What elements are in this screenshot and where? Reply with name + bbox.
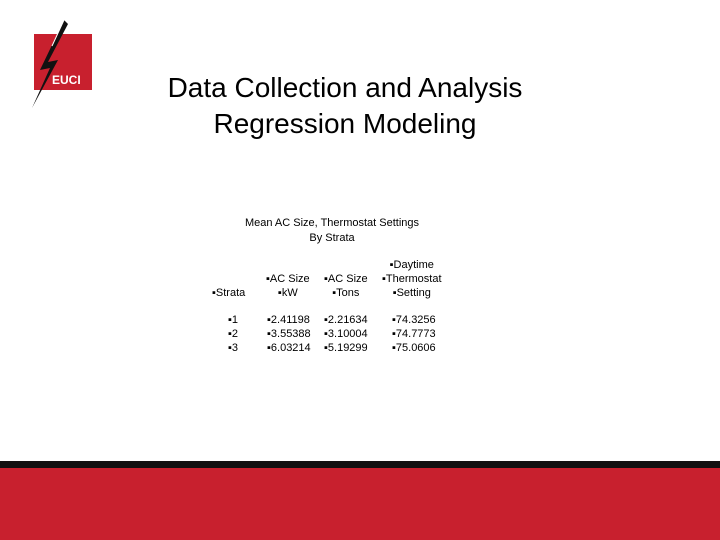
euci-logo xyxy=(28,20,92,108)
lightning-bolt-icon xyxy=(28,20,92,110)
cell-tons-1: ▪2.21634 xyxy=(324,314,368,326)
cell-kw-3: ▪6.03214 xyxy=(267,342,311,354)
cell-kw-1: ▪2.41198 xyxy=(267,314,310,326)
column-ac-kw xyxy=(267,313,311,355)
cell-setting-3: ▪75.0606 xyxy=(392,342,436,354)
header-ac-tons-line-2: ▪Tons xyxy=(332,287,360,299)
table-caption xyxy=(190,216,474,246)
header-ac-tons-line-1: ▪AC Size xyxy=(324,273,368,285)
cell-setting-1: ▪74.3256 xyxy=(392,314,436,326)
cell-setting-2: ▪74.7773 xyxy=(392,328,436,340)
header-strata: ▪Strata xyxy=(212,287,246,299)
cell-strata-2: ▪2 xyxy=(228,328,239,340)
cell-strata-3: ▪3 xyxy=(228,342,239,354)
header-setting-line-2: ▪Thermostat xyxy=(382,273,442,285)
header-ac-kw-line-2: ▪kW xyxy=(277,287,298,299)
header-ac-tons xyxy=(324,272,368,300)
header-setting-line-1: ▪Daytime xyxy=(389,259,434,271)
column-strata xyxy=(228,313,238,355)
footer-divider xyxy=(0,461,720,468)
header-ac-kw xyxy=(266,272,310,300)
logo-text: EUCI xyxy=(52,73,81,87)
header-ac-kw-line-1: ▪AC Size xyxy=(266,273,310,285)
title-line-1: Data Collection and Analysis xyxy=(167,72,523,103)
cell-tons-2: ▪3.10004 xyxy=(324,328,368,340)
footer-band xyxy=(0,468,720,540)
cell-strata-1: ▪1 xyxy=(228,314,239,326)
caption-line-1: Mean AC Size, Thermostat Settings xyxy=(244,217,420,229)
column-ac-tons xyxy=(324,313,368,355)
column-thermostat-setting xyxy=(392,313,436,355)
slide-title xyxy=(90,70,600,142)
title-line-2: Regression Modeling xyxy=(213,108,477,139)
cell-tons-3: ▪5.19299 xyxy=(324,342,368,354)
header-thermostat-setting xyxy=(382,258,442,300)
header-setting-line-3: ▪Setting xyxy=(392,287,431,299)
cell-kw-2: ▪3.55388 xyxy=(267,328,311,340)
caption-line-2: By Strata xyxy=(309,232,355,244)
